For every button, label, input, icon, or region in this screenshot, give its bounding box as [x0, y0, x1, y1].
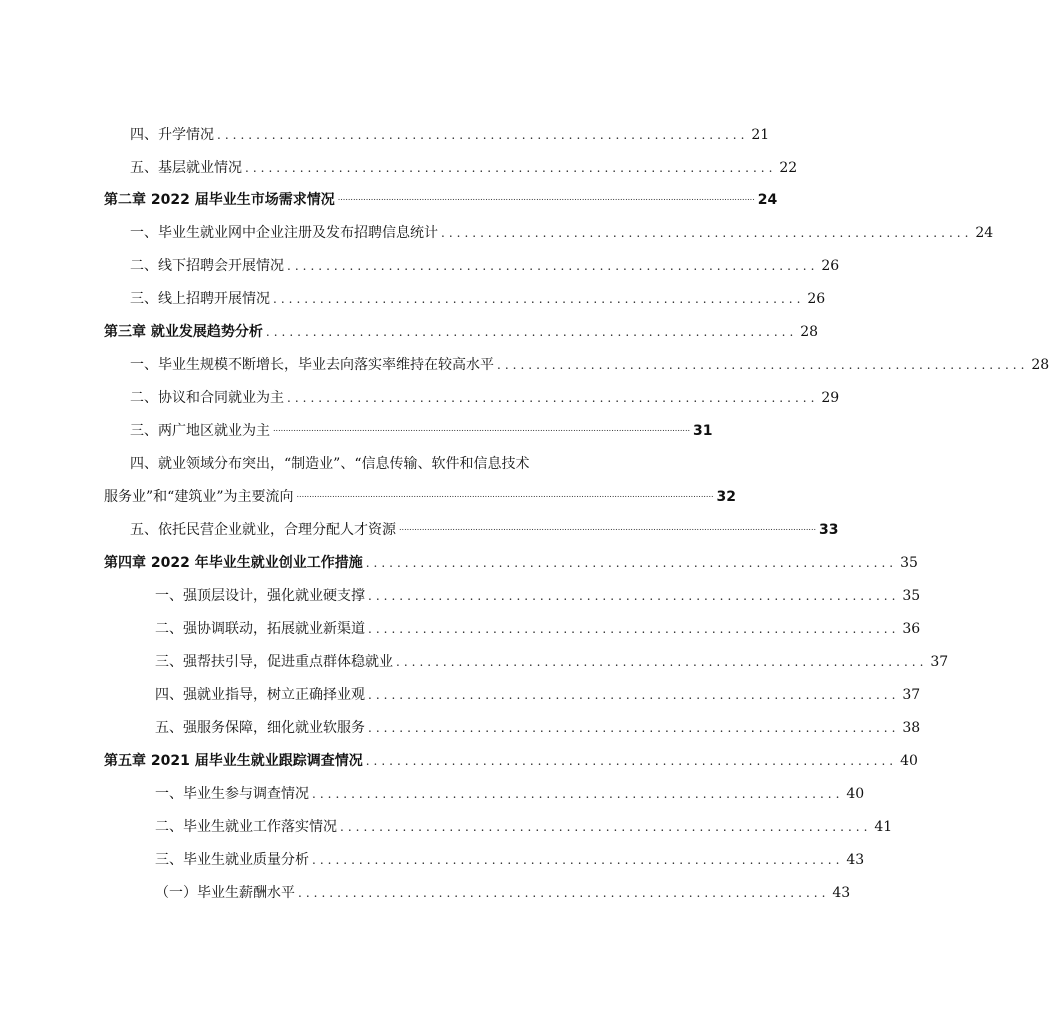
toc-entry-title: 三、线上招聘开展情况: [130, 291, 270, 307]
toc-entry[interactable]: [0, 876, 851, 902]
toc-entry-page: 21: [751, 127, 770, 143]
toc-entry-title: 五、依托民营企业就业，合理分配人才资源: [130, 522, 396, 538]
toc-entry-title: 五、强服务保障，细化就业软服务: [155, 720, 365, 736]
dot-leader: ....................................................................................................................................................................: [273, 424, 691, 433]
dot-leader: ....................................................................: [298, 886, 830, 900]
toc-entry-title: 三、两广地区就业为主: [130, 423, 270, 439]
toc-entry-page: 26: [821, 258, 840, 274]
toc-entry-page: 33: [819, 522, 839, 538]
dot-leader: ....................................................................: [368, 622, 900, 636]
toc-entry[interactable]: [0, 777, 865, 803]
toc-entry-page: 37: [930, 654, 949, 670]
toc-entry-page: 43: [832, 885, 851, 901]
toc-entry-page: 28: [1031, 357, 1049, 373]
toc-entry[interactable]: [0, 645, 949, 671]
toc-entry-title: （一）毕业生薪酬水平: [155, 885, 295, 901]
dot-leader: ....................................................................: [312, 853, 844, 867]
dot-leader: ....................................................................: [441, 226, 973, 240]
toc-entry-page: 40: [846, 786, 865, 802]
toc-entry-page: 35: [902, 588, 921, 604]
toc-entry-title: 二、强协调联动，拓展就业新渠道: [155, 621, 365, 637]
toc-entry-page: 35: [900, 555, 918, 571]
toc-entry[interactable]: [0, 513, 839, 539]
dot-leader: ....................................................................: [368, 721, 900, 735]
toc-entry[interactable]: [0, 480, 737, 506]
toc-entry-page: 38: [902, 720, 921, 736]
toc-entry-page: 40: [900, 753, 918, 769]
toc-entry-title: 二、毕业生就业工作落实情况: [155, 819, 337, 835]
dot-leader: ....................................................................: [365, 754, 898, 768]
dot-leader: ....................................................................: [396, 655, 928, 669]
dot-leader: ....................................................................................................................................................................: [296, 490, 714, 499]
toc-entry-title: 第三章 就业发展趋势分析: [104, 324, 263, 340]
dot-leader: ....................................................................: [287, 259, 819, 273]
dot-leader: ....................................................................: [273, 292, 805, 306]
dot-leader: ....................................................................: [365, 556, 898, 570]
dot-leader: ....................................................................: [368, 688, 900, 702]
dot-leader: ....................................................................: [340, 820, 872, 834]
toc-entry[interactable]: [0, 151, 798, 177]
toc-entry-title: 一、毕业生就业网中企业注册及发布招聘信息统计: [130, 225, 438, 241]
toc-entry-page: 28: [800, 324, 819, 340]
toc-entry-page: 36: [902, 621, 921, 637]
toc-entry[interactable]: [0, 216, 994, 242]
toc-entry-title: 一、毕业生参与调查情况: [155, 786, 309, 802]
toc-entry-page: 37: [902, 687, 921, 703]
toc-entry-title: 四、强就业指导，树立正确择业观: [155, 687, 365, 703]
toc-entry[interactable]: [0, 579, 921, 605]
toc-entry-page: 22: [779, 160, 798, 176]
toc-entry[interactable]: [0, 843, 865, 869]
toc-chapter[interactable]: [0, 183, 778, 209]
dot-leader: ....................................................................................................................................................................: [337, 193, 755, 202]
toc-entry[interactable]: [0, 711, 921, 737]
toc-entry-page: 26: [807, 291, 826, 307]
toc-entry-title-line1[interactable]: 四、就业领域分布突出，“制造业”、“信息传输、软件和信息技术: [130, 456, 530, 472]
toc-entry[interactable]: [0, 381, 840, 407]
toc-entry-page: 24: [757, 192, 778, 208]
toc-entry-page: 41: [874, 819, 893, 835]
toc-entry-title-line2: 服务业”和“建筑业”为主要流向: [104, 489, 294, 505]
dot-leader: ....................................................................: [287, 391, 819, 405]
dot-leader: ....................................................................: [265, 325, 798, 339]
toc-chapter[interactable]: [0, 744, 918, 770]
toc-entry-page: 32: [716, 489, 737, 505]
dot-leader: ....................................................................: [368, 589, 900, 603]
toc-entry-title: 四、升学情况: [130, 127, 214, 143]
toc-entry-title: 三、强帮扶引导，促进重点群体稳就业: [155, 654, 393, 670]
toc-entry-title: 五、基层就业情况: [130, 160, 242, 176]
toc-entry-page: 29: [821, 390, 840, 406]
toc-entry-title: 三、毕业生就业质量分析: [155, 852, 309, 868]
dot-leader: ....................................................................: [217, 128, 749, 142]
toc-entry[interactable]: [0, 118, 770, 144]
toc-entry-title: 一、毕业生规模不断增长，毕业去向落实率维持在较高水平: [130, 357, 494, 373]
toc-entry-page: 24: [975, 225, 994, 241]
toc-entry[interactable]: [0, 282, 826, 308]
toc-entry-title: 第五章 2021 届毕业生就业跟踪调查情况: [104, 753, 363, 769]
toc-entry[interactable]: [0, 348, 1049, 374]
toc-chapter[interactable]: [0, 546, 918, 572]
toc-entry-page: 43: [846, 852, 865, 868]
toc-entry-title: 一、强顶层设计，强化就业硬支撑: [155, 588, 365, 604]
toc-entry[interactable]: [0, 249, 840, 275]
toc-entry-title: 二、协议和合同就业为主: [130, 390, 284, 406]
dot-leader: ....................................................................................................................................................................: [399, 523, 817, 532]
toc-entry-title: 第四章 2022 年毕业生就业创业工作措施: [104, 555, 363, 571]
toc-entry[interactable]: [0, 810, 893, 836]
toc-entry[interactable]: [0, 612, 921, 638]
dot-leader: ....................................................................: [497, 358, 1029, 372]
dot-leader: ....................................................................: [312, 787, 844, 801]
dot-leader: ....................................................................: [245, 161, 777, 175]
toc-entry[interactable]: [0, 414, 724, 440]
toc-entry[interactable]: [0, 678, 921, 704]
toc-entry-title: 二、线下招聘会开展情况: [130, 258, 284, 274]
toc-entry-page: 31: [693, 423, 713, 439]
toc-chapter[interactable]: [0, 315, 819, 341]
toc-entry-title: 第二章 2022 届毕业生市场需求情况: [104, 192, 335, 208]
